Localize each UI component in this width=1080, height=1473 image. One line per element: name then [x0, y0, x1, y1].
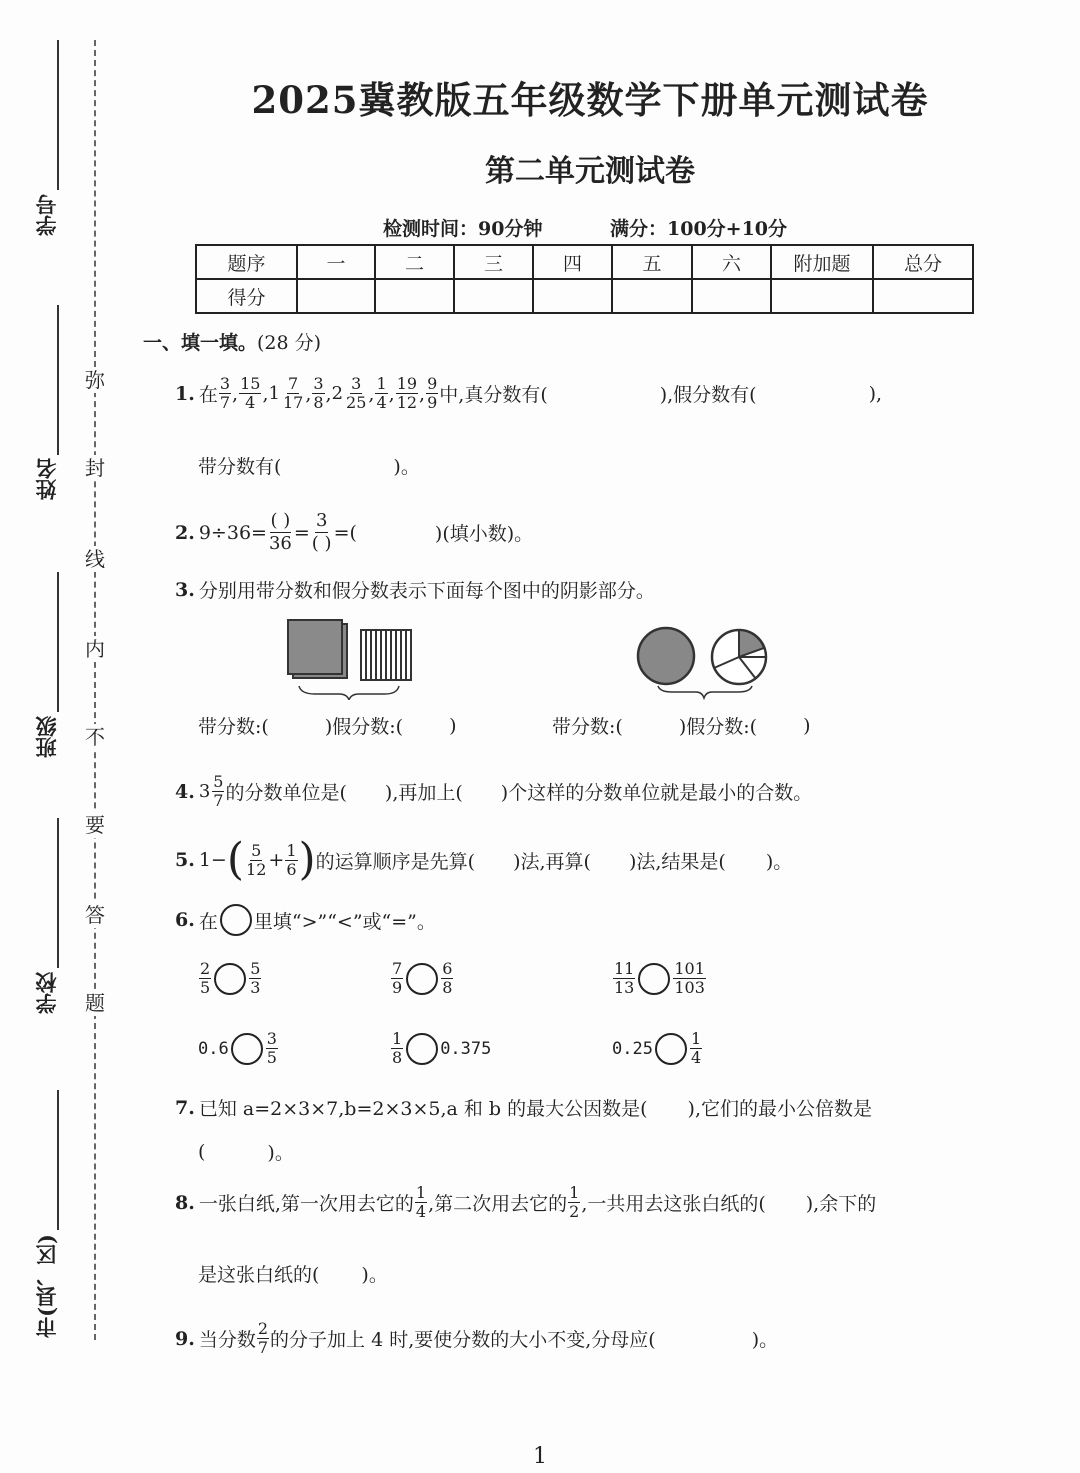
- brace: [658, 686, 752, 698]
- whole-part: 1: [268, 383, 280, 404]
- fraction: [375, 375, 387, 412]
- row-label: 得分: [196, 279, 297, 313]
- header-cell: 一: [297, 245, 375, 279]
- label-student-id: 学号: [34, 194, 59, 236]
- score-cell[interactable]: [873, 279, 973, 313]
- denominator: 3: [250, 978, 261, 997]
- numerator: 7: [392, 959, 403, 978]
- score-cell[interactable]: [771, 279, 873, 313]
- q3-figure-circles: [632, 622, 777, 700]
- fraction: [391, 1030, 403, 1067]
- score-cell[interactable]: [454, 279, 533, 313]
- shaded-circle: [638, 628, 694, 684]
- field-line: [57, 305, 59, 455]
- denominator: 8: [313, 393, 324, 412]
- full-score: 满分：100分+10分: [610, 218, 788, 240]
- q5-text: )。: [765, 850, 793, 873]
- separator: ,: [232, 382, 239, 405]
- q5-text: )法,结果是(: [628, 850, 726, 873]
- q1-text: ),假分数有(: [659, 384, 757, 406]
- page-title: 2025冀教版五年级数学下册单元测试卷: [251, 78, 929, 122]
- q9-text: )。: [751, 1329, 779, 1351]
- q8-text: 是这张白纸的(: [198, 1264, 320, 1286]
- score-cell[interactable]: [533, 279, 612, 313]
- denominator: 5: [200, 978, 211, 997]
- seal-line: [94, 40, 96, 1340]
- header-cell: 六: [692, 245, 771, 279]
- numerator: 2: [200, 959, 211, 978]
- compare-item: [612, 1030, 703, 1067]
- denominator: 4: [415, 1202, 427, 1221]
- denominator: 25: [346, 393, 367, 412]
- question-3-answers-left: [198, 712, 456, 739]
- denominator: 2: [569, 1202, 580, 1221]
- fraction: [268, 510, 293, 555]
- denominator: 4: [376, 393, 387, 412]
- numerator: 1: [415, 1183, 427, 1202]
- fraction: [266, 1030, 278, 1067]
- separator: ,: [325, 382, 332, 405]
- numerator: 3: [313, 374, 324, 393]
- question-number: 7.: [175, 1096, 195, 1119]
- q1-text: ),: [868, 382, 883, 405]
- denominator: 7: [219, 393, 231, 412]
- header-cell: 四: [533, 245, 612, 279]
- score-cell[interactable]: [612, 279, 692, 313]
- denominator: 5: [266, 1048, 277, 1067]
- separator: ,: [419, 382, 426, 405]
- q5-text: 的运算顺序是先算(: [315, 850, 476, 873]
- numerator: 1: [569, 1183, 580, 1202]
- q1-text: )。: [393, 456, 420, 478]
- denominator: 9: [392, 978, 403, 997]
- fraction: [282, 375, 304, 412]
- seal-char: 弥: [85, 368, 105, 392]
- q8-text: )。: [361, 1264, 388, 1286]
- q8-text: ,一共用去这张白纸的(: [581, 1193, 766, 1215]
- right-paren-icon: ): [298, 834, 316, 885]
- numerator: 6: [442, 959, 453, 978]
- q9-text: 当分数: [198, 1329, 256, 1351]
- numerator: 5: [250, 959, 261, 978]
- question-8: [175, 1184, 876, 1221]
- seal-char: 答: [85, 903, 105, 927]
- q3-text: ): [803, 714, 811, 737]
- header-cell: 二: [375, 245, 454, 279]
- page-number: 1: [533, 1444, 547, 1469]
- decimal-value: 0.6: [198, 1038, 229, 1059]
- fraction: [673, 960, 706, 997]
- fraction: [219, 375, 231, 412]
- numerator: 3: [315, 510, 328, 531]
- label-class: 班级: [34, 716, 59, 758]
- question-number: 2.: [175, 521, 195, 544]
- exam-time: 检测时间：90分钟: [383, 218, 543, 240]
- compare-circle[interactable]: [638, 963, 670, 995]
- compare-item: [612, 960, 707, 997]
- denominator: 8: [392, 1048, 403, 1067]
- question-9: [175, 1320, 778, 1357]
- denominator: 4: [690, 1048, 702, 1067]
- section-heading: [143, 328, 321, 355]
- q5-text: )法,再算(: [513, 850, 591, 873]
- header-cell: 五: [612, 245, 692, 279]
- numerator: 5: [251, 840, 262, 860]
- score-table-header-row: [196, 245, 973, 279]
- denominator: 7: [213, 791, 224, 810]
- question-number: 9.: [175, 1327, 195, 1350]
- header-cell: 三: [454, 245, 533, 279]
- q8-text: ,第二次用去它的: [428, 1193, 568, 1215]
- separator: ,: [368, 382, 375, 405]
- fraction: [568, 1184, 580, 1221]
- brace: [299, 686, 399, 700]
- fraction: [415, 1184, 427, 1221]
- decimal-value: 0.375: [440, 1038, 492, 1059]
- header-cell: 题序: [196, 245, 297, 279]
- q6-text: 在: [198, 910, 218, 933]
- label-school: 学校: [34, 972, 59, 1014]
- fraction: [285, 842, 297, 879]
- denominator: 103: [674, 978, 705, 997]
- header-cell: 总分: [873, 245, 973, 279]
- question-number: 8.: [175, 1191, 195, 1214]
- whole-part: 3: [198, 781, 211, 802]
- question-5: [175, 834, 793, 885]
- compare-circle[interactable]: [406, 963, 438, 995]
- label-name: 姓名: [34, 458, 59, 500]
- seal-char: 不: [85, 725, 105, 749]
- fraction: [311, 510, 333, 555]
- question-number: 5.: [175, 849, 195, 871]
- header-cell: 附加题: [771, 245, 873, 279]
- q7-text: (: [198, 1140, 206, 1163]
- fraction: [613, 960, 635, 997]
- q3-text: ): [449, 714, 457, 737]
- seal-char: 线: [85, 547, 105, 571]
- numerator: 1: [376, 374, 387, 393]
- question-8-line2: [198, 1260, 388, 1287]
- q1-text: 带分数有(: [198, 456, 282, 478]
- seal-char: 封: [85, 456, 105, 480]
- compare-item: [198, 960, 262, 997]
- question-2: [175, 510, 533, 555]
- q5-text: 1−: [198, 849, 227, 871]
- denominator: 13: [614, 978, 635, 997]
- question-number: 4.: [175, 780, 195, 803]
- fraction: [245, 842, 267, 879]
- q2-text: 9÷36=: [198, 521, 267, 544]
- separator: ,: [305, 382, 312, 405]
- question-number: 3.: [175, 578, 195, 601]
- fraction: [391, 960, 403, 997]
- fraction: [212, 773, 224, 810]
- score-table: [195, 244, 974, 314]
- whole-part: 2: [331, 383, 344, 404]
- compare-circle[interactable]: [214, 963, 246, 995]
- compare-circle[interactable]: [655, 1033, 687, 1065]
- section-points: (28 分): [257, 332, 322, 354]
- q7-text: ),它们的最小公倍数是: [687, 1098, 872, 1120]
- q3-text: )假分数:(: [678, 716, 758, 738]
- q7-text: 已知 a=2×3×7,b=2×3×5,a 和 b 的最大公因数是(: [198, 1098, 648, 1120]
- plus-sign: +: [268, 849, 285, 871]
- fraction: [345, 375, 367, 412]
- denominator: 7: [257, 1338, 269, 1357]
- seal-char: 内: [85, 637, 105, 661]
- fraction: [239, 375, 261, 412]
- decimal-value: 0.25: [612, 1038, 653, 1059]
- equals-sign: =: [293, 521, 310, 544]
- compare-item: [390, 1030, 491, 1067]
- separator: ,: [388, 382, 395, 405]
- denominator: 36: [268, 533, 292, 554]
- numerator: 7: [288, 374, 299, 393]
- score-cell[interactable]: [297, 279, 375, 313]
- score-cell[interactable]: [692, 279, 771, 313]
- numerator: 15: [240, 374, 261, 393]
- question-6: [175, 904, 436, 936]
- fraction: [396, 375, 418, 412]
- q4-text: 的分数单位是(: [225, 782, 347, 804]
- numerator: 3: [351, 374, 362, 393]
- numerator: 1: [286, 840, 297, 860]
- fraction: [690, 1030, 702, 1067]
- question-7: [175, 1094, 872, 1121]
- shaded-square: [288, 620, 342, 674]
- numerator: 9: [427, 374, 438, 393]
- compare-circle-icon: [220, 904, 252, 936]
- q1-text: 中,真分数有(: [439, 384, 548, 406]
- question-7-line2: [198, 1138, 294, 1165]
- denominator: 9: [427, 393, 438, 412]
- question-3: [175, 576, 655, 603]
- left-paren-icon: (: [226, 834, 245, 885]
- separator: ,: [262, 382, 269, 405]
- field-line: [57, 572, 59, 712]
- question-number: 1.: [175, 382, 195, 405]
- field-line: [57, 818, 59, 968]
- seal-char: 题: [85, 991, 105, 1015]
- compare-item: [198, 1030, 279, 1067]
- numerator: 5: [213, 772, 224, 791]
- question-number: 6.: [175, 909, 195, 931]
- question-1: [175, 375, 882, 412]
- numerator: 1: [392, 1029, 403, 1048]
- page-subtitle: 第二单元测试卷: [485, 154, 695, 189]
- q1-prefix: 在: [198, 384, 218, 406]
- score-cell[interactable]: [375, 279, 454, 313]
- denominator: 6: [286, 859, 297, 879]
- fraction: [199, 960, 211, 997]
- fraction: [257, 1320, 269, 1357]
- numerator: 101: [674, 959, 705, 978]
- q8-text: 一张白纸,第一次用去它的: [198, 1193, 414, 1215]
- q9-text: 的分子加上 4 时,要使分数的大小不变,分母应(: [270, 1329, 656, 1351]
- compare-circle[interactable]: [231, 1033, 263, 1065]
- q3-text: )假分数:(: [324, 716, 404, 738]
- q6-text: 里填“>”“<”或“=”。: [253, 910, 436, 933]
- q7-text: )。: [267, 1142, 294, 1164]
- q4-text: ),再加上(: [384, 782, 463, 804]
- seal-char: 要: [85, 813, 105, 837]
- denominator: 12: [396, 393, 418, 412]
- field-line: [57, 40, 59, 190]
- compare-circle[interactable]: [406, 1033, 438, 1065]
- q3-text: 带分数:(: [198, 716, 269, 738]
- fraction: [441, 960, 453, 997]
- numerator: 2: [257, 1319, 269, 1338]
- q3-text: 分别用带分数和假分数表示下面每个图中的阴影部分。: [198, 580, 655, 602]
- compare-item: [390, 960, 454, 997]
- q3-text: 带分数:(: [552, 716, 623, 738]
- fraction: [426, 375, 438, 412]
- square-stripes: [366, 630, 406, 680]
- denominator[interactable]: ( ): [311, 533, 332, 554]
- numerator: 19: [396, 374, 418, 393]
- numerator: 3: [266, 1029, 277, 1048]
- field-line: [57, 1090, 59, 1230]
- numerator[interactable]: ( ): [270, 510, 291, 531]
- label-city: 市(县、区): [34, 1234, 59, 1338]
- q2-text: )(填小数)。: [434, 523, 534, 545]
- denominator: 4: [245, 393, 256, 412]
- numerator: 11: [614, 959, 635, 978]
- fraction: [249, 960, 261, 997]
- fraction: [312, 375, 324, 412]
- section-title: 一、填一填。: [143, 332, 258, 354]
- denominator: 17: [282, 393, 304, 412]
- q8-text: ),余下的: [805, 1193, 877, 1215]
- numerator: 1: [690, 1029, 702, 1048]
- question-1-line2: [198, 452, 420, 479]
- q4-text: )个这样的分数单位就是最小的合数。: [500, 782, 813, 804]
- question-3-answers-right: [552, 712, 810, 739]
- denominator: 12: [246, 859, 267, 879]
- q2-text: =(: [333, 521, 357, 544]
- q3-figure-squares: [285, 618, 415, 700]
- question-4: [175, 773, 812, 810]
- score-table-score-row: [196, 279, 973, 313]
- numerator: 3: [219, 374, 231, 393]
- denominator: 8: [442, 978, 453, 997]
